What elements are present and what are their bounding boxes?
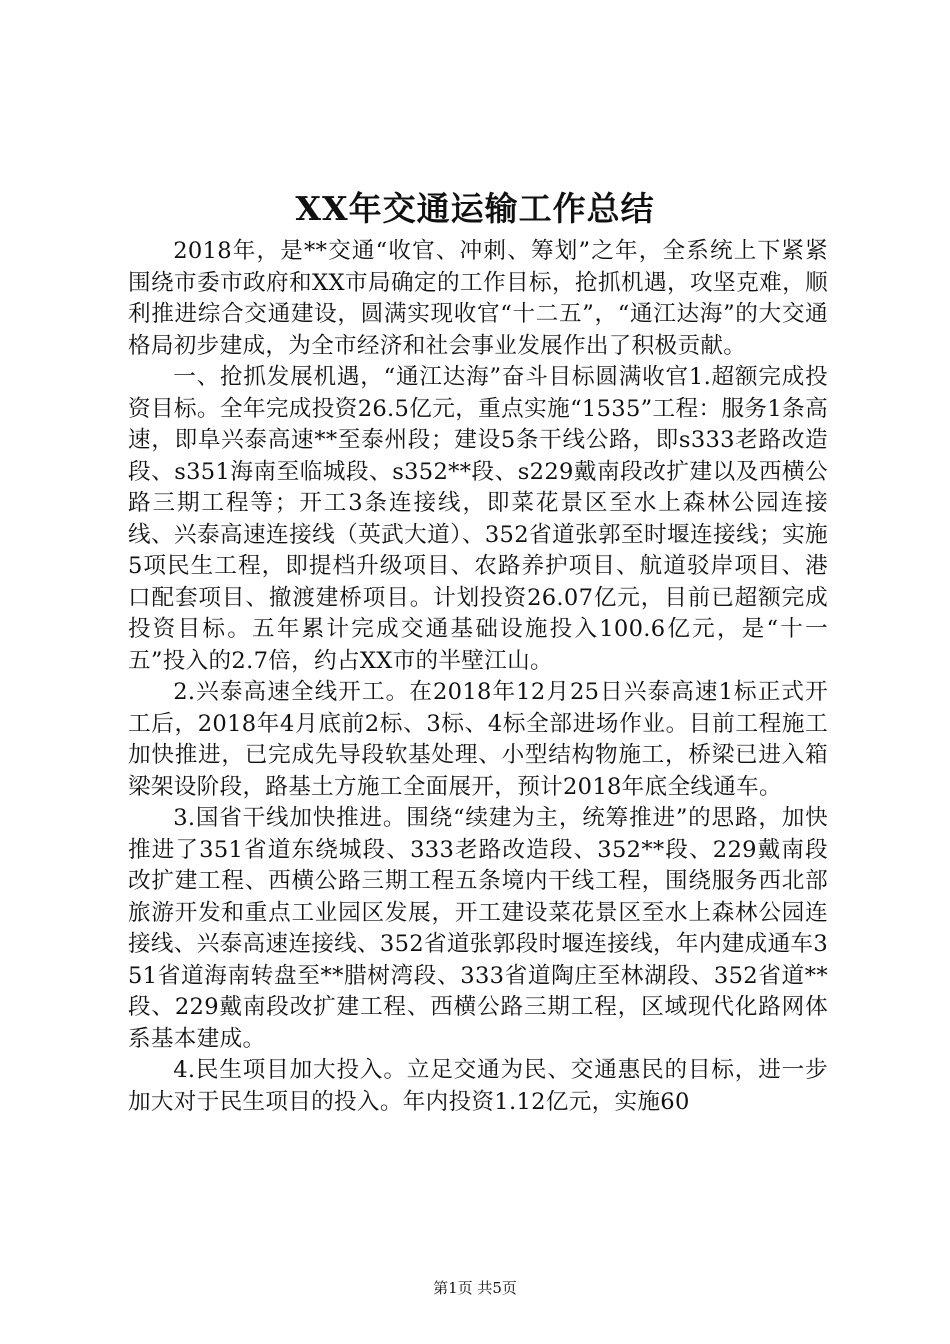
paragraph-item-3: 3.国省干线加快推进。围绕“续建为主，统筹推进”的思路，加快推进了351省道东绕城段、333老路改造段、352**段、229戴南段改扩建工程、西横公路三期工程五条境内干线工程，围绕服务西北部旅游开发和重点工业园区发展，开工建设菜花景区至水上森林公园连接线、兴泰高速连接线、352省道张郭段时堰连接线，年内建成通车351省道海南转盘至**腊树湾段、333省道陶庄至林湖段、352省道**段、229戴南段改扩建工程、西横公路三期工程，区域现代化路网体系基本建成。	[128, 805, 828, 1052]
paragraph-item-4: 4.民生项目加大投入。立足交通为民、交通惠民的目标，进一步加大对于民生项目的投入。年内投资1.12亿元，实施60	[128, 1057, 828, 1115]
page-number-footer: 第1页 共5页	[433, 1279, 517, 1297]
paragraph-section-1: 一、抢抓发展机遇，“通江达海”奋斗目标圆满收官1.超额完成投资目标。全年完成投资26.5亿元，重点实施“1535”工程：服务1条高速，即阜兴泰高速**至泰州段；建设5条干线公路，即s333老路改造段、s351海南至临城段、s352**段、s229戴南段改扩建以及西横公路三期工程等；开工3条连接线，即菜花景区至水上森林公园连接线、兴泰高速连接线（英武大道）、352省道张郭至时堰连接线；实施5项民生工程，即提档升级项目、农路养护项目、航道驳岸项目、港口配套项目、撤渡建桥项目。计划投资26.07亿元，目前已超额完成投资目标。五年累计完成交通基础设施投入100.6亿元，是“十一五”投入的2.7倍，约占XX市的半壁江山。	[128, 364, 828, 674]
paragraph-item-2: 2.兴泰高速全线开工。在2018年12月25日兴泰高速1标正式开工后，2018年4月底前2标、3标、4标全部进场作业。目前工程施工加快推进，已完成先导段软基处理、小型结构物施工，桥梁已进入箱梁架设阶段，路基土方施工全面展开，预计2018年底全线通车。	[128, 679, 828, 800]
paragraph-intro: 2018年，是**交通“收官、冲刺、筹划”之年，全系统上下紧紧围绕市委市政府和XX市局确定的工作目标，抢抓机遇，攻坚克难，顺利推进综合交通建设，圆满实现收官“十二五”，“通江达海”的大交通格局初步建成，为全市经济和社会事业发展作出了积极贡献。	[128, 238, 828, 359]
document-title: XX年交通运输工作总结	[295, 189, 655, 228]
document-body	[128, 236, 828, 1118]
